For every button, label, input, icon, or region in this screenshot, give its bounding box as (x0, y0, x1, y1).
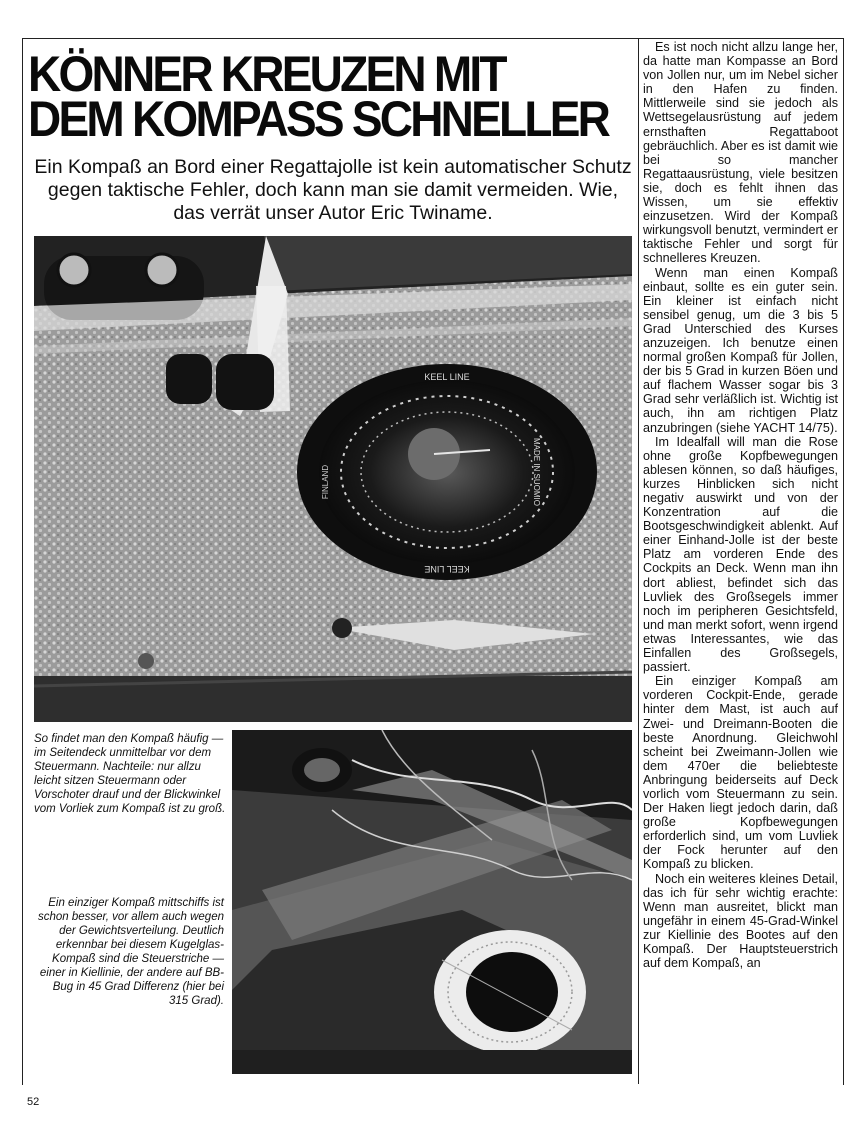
photo-center-compass (232, 730, 632, 1074)
headline (28, 46, 609, 147)
lead-paragraph: Ein Kompaß an Bord einer Regattajolle ist kein automatischer Schutz gegen taktische Fehler, doch kann man sie damit vermeiden. Wie, das verrät unser Autor Eric Twiname. (34, 156, 632, 224)
compass-keel-line-bottom: KEEL LINE (424, 564, 470, 574)
headline-line-1: KÖNNER KREUZEN MIT (28, 46, 505, 102)
compass-keel-line-top: KEEL LINE (424, 372, 470, 382)
body-text-column (643, 40, 838, 1080)
body-paragraph-5: Noch ein weiteres kleines Detail, das ich für sehr wichtig erachte: Wenn man ausreitet, blickt man ungefähr in einem 45-Grad-Winkel zur Kiellinie des Bootes auf den Kompaß. Der Hauptsteuerstrich auf dem Kompaß, an (643, 871, 838, 971)
column-divider (638, 38, 639, 1084)
compass-made-in: MADE IN SUOMIO (532, 437, 541, 507)
body-paragraph-3: Im Idealfall will man die Rose ohne große Kopfbewegungen ablesen können, so daß häufiges, kurzes Hinblicken sich nicht negativ auswirkt und von der Konzentration auf die Bootsgeschwindigkeit ablenkt. Auf einer Einhand-Jolle ist der beste Platz am vorderen Ende des Cockpits an Deck. Wenn man ihn dort abliest, befindet sich das Luvliek des Großsegels immer noch im peripheren Gesichtsfeld, und man merkt sofort, wenn irgend etwas Interessantes, wie das Einfallen des Großsegels, passiert. (643, 434, 838, 675)
photo-caption-1: So findet man den Kompaß häufig — im Seitendeck unmittelbar vor dem Steuermann. Nachteile: nur allzu leicht sitzen Steuermann oder Vorschoter drauf und der Blickwinkel vom Vorliek zum Kompaß ist zu groß. (34, 733, 226, 815)
headline-line-2: DEM KOMPASS SCHNELLER (28, 91, 609, 147)
center-compass-illustration (232, 730, 632, 1074)
side-deck-compass-illustration (34, 236, 632, 722)
body-paragraph-2: Wenn man einen Kompaß einbaut, sollte es ein guter sein. Ein kleiner ist einfach nicht sensibel genug, um die 3 bis 5 Grad Unterschied des Kurses anzuzeigen. Ich benutze einen normal großen Kompaß für Jollen, der bis 5 Grad in kurzen Böen und auf flachem Wasser sogar bis 3 Grad sehr verläßlich ist. Wichtig ist auch, ihn am richtigen Platz anzubringen (siehe YACHT 14/75). (643, 265, 838, 435)
body-paragraph-1: Es ist noch nicht allzu lange her, da hatte man Kompasse an Bord von Jollen nur, um im Nebel sicher in den Hafen zu finden. Mittlerweile sind sie jedoch als Wettsegelausrüstung auf jedem ernsthaften Regattaboot gebräuchlich. Aber es ist damit wie bei so mancher Regattaausrüstung, viele besitzen sie, doch es fehlt ihnen das Wissen, um sie effektiv einzusetzen. Wird der Kompaß wirkungsvoll benutzt, vermindert er taktische Fehler und sorgt für schnelleres Kreuzen. (643, 40, 838, 266)
body-paragraph-4: Ein einziger Kompaß am vorderen Cockpit-Ende, gerade hinter dem Mast, ist auch auf Zwei- und Dreimann-Booten die beste Anordnung. Gleichwohl scheint bei Zweimann-Jollen wie dem 470er die beliebteste Anbringung beiderseits auf Deck vorlich vom Steuermann zu sein. Der Haken liegt jedoch darin, daß große Kopfbewegungen erforderlich sind, um vom Luvliek der Fock herunter auf den Kompaß zu blicken. (643, 674, 838, 872)
page-number: 52 (27, 1096, 40, 1108)
photo-side-deck-compass (34, 236, 632, 722)
compass-maker: FINLAND (321, 464, 330, 500)
photo-caption-2: Ein einziger Kompaß mittschiffs ist schon besser, vor allem auch wegen der Gewichtsverteilung. Deutlich erkennbar bei diesem Kugelglas-Kompaß sind die Steuerstriche — einer in Kiellinie, der andere auf BB-Bug in 45 Grad Differenz (hier bei 315 Grad). (37, 897, 224, 1007)
